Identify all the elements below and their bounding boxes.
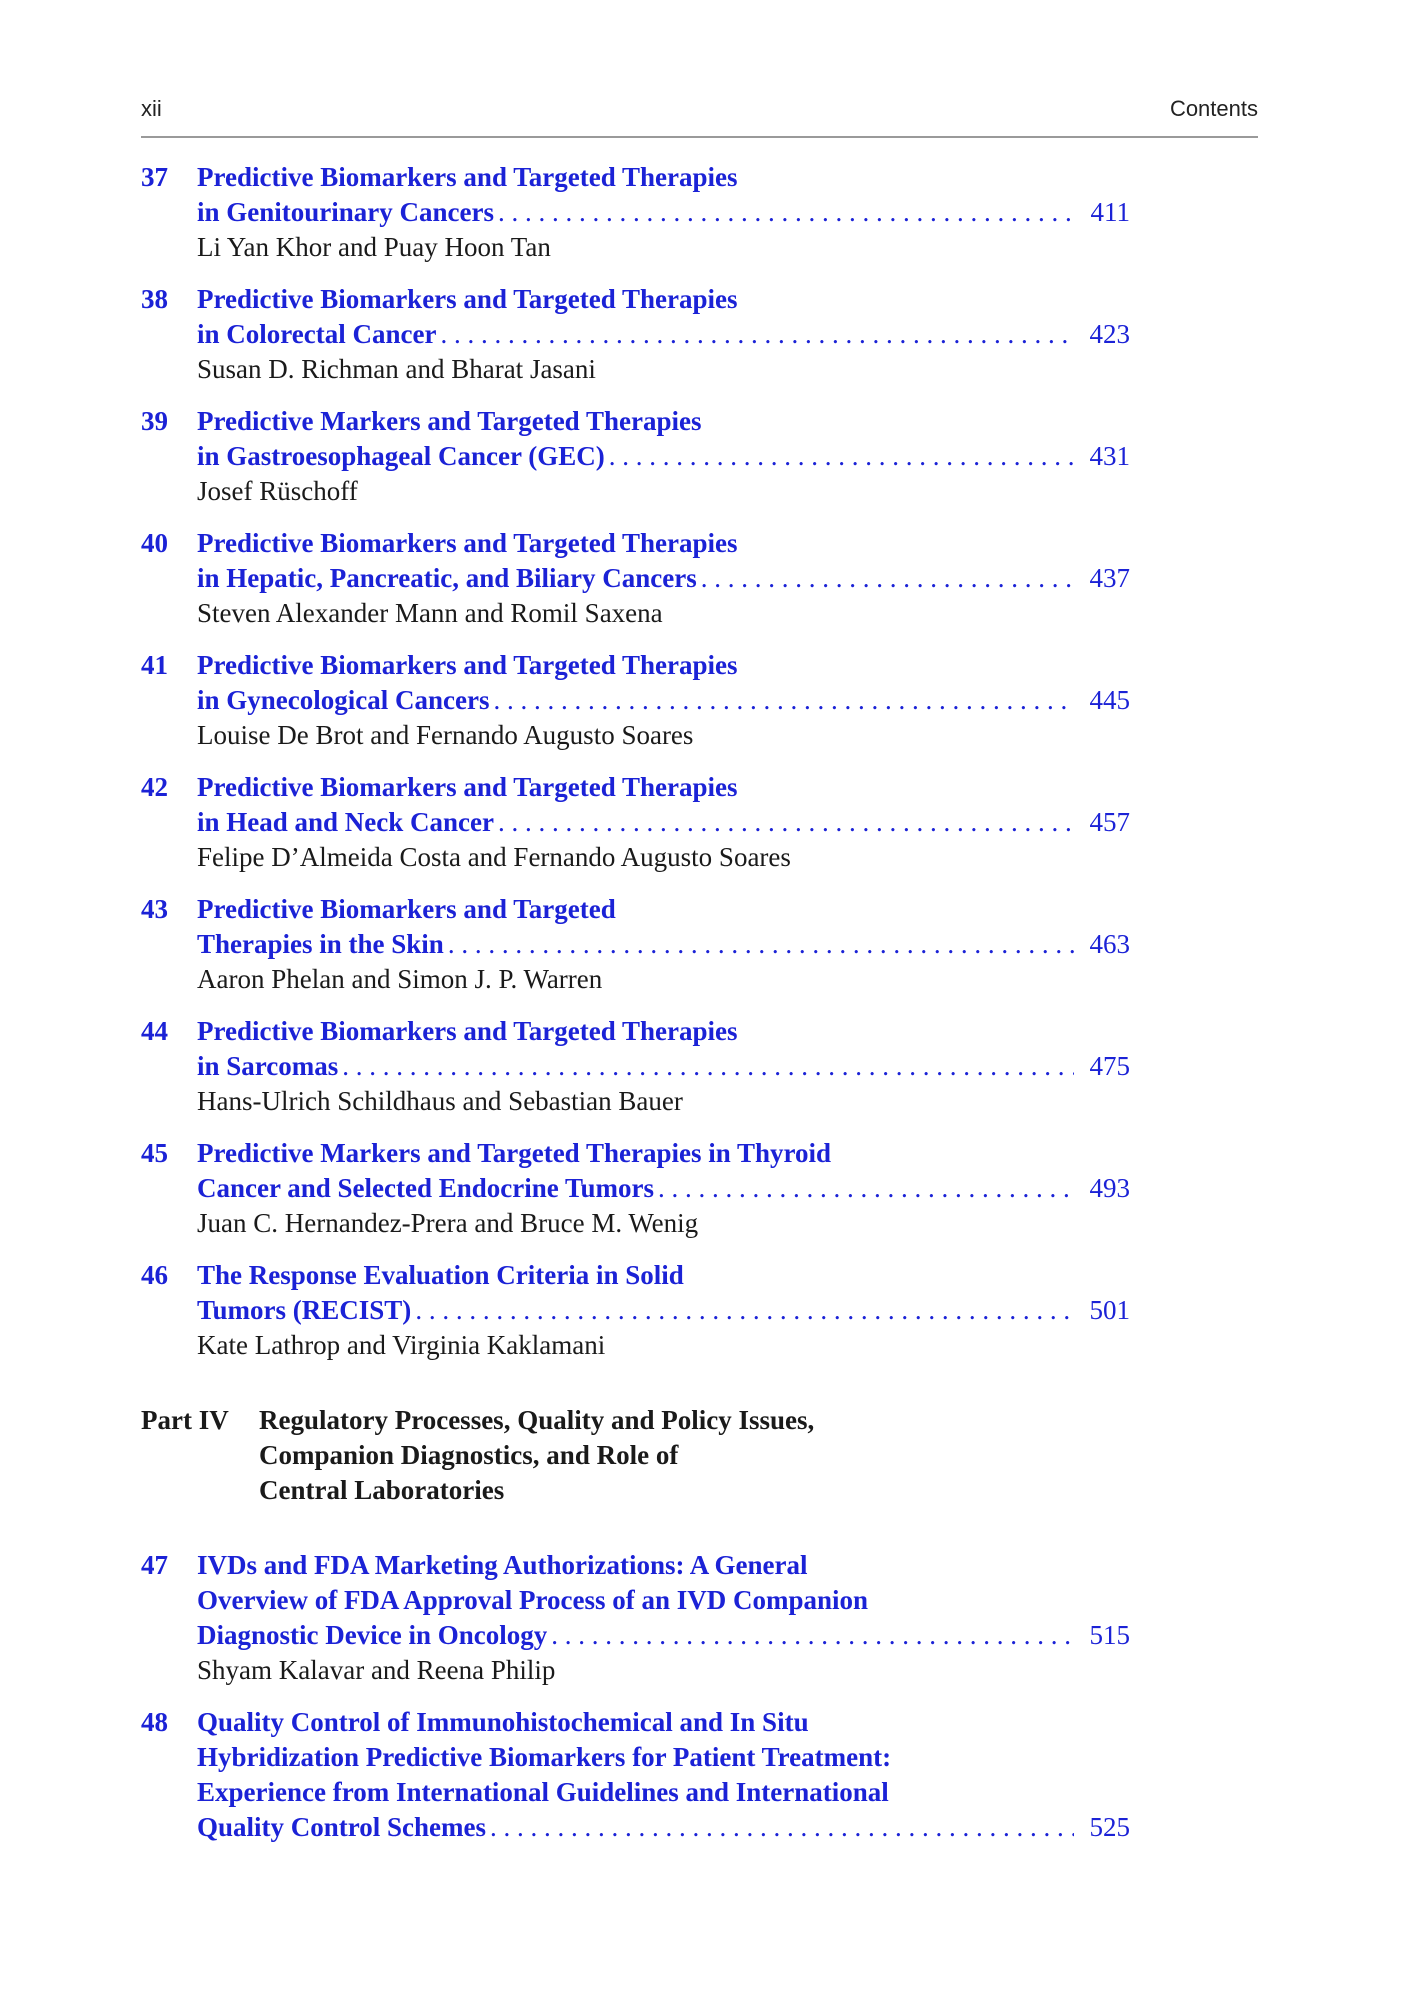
chapter-title-last-line bbox=[197, 683, 1130, 718]
chapter-title[interactable] bbox=[197, 160, 1130, 230]
dot-leader bbox=[493, 683, 1074, 718]
chapter-title-line: in Hepatic, Pancreatic, and Biliary Cancers bbox=[197, 563, 697, 593]
dot-leader bbox=[490, 1810, 1074, 1845]
chapter-number: 40 bbox=[141, 528, 168, 558]
dot-leader bbox=[498, 805, 1074, 840]
chapter-number: 46 bbox=[141, 1260, 168, 1290]
page-number[interactable]: 423 bbox=[1089, 319, 1130, 349]
chapter-title-line: Predictive Biomarkers and Targeted Therapies bbox=[197, 284, 738, 314]
chapter-authors: Hans-Ulrich Schildhaus and Sebastian Bauer bbox=[197, 1086, 683, 1116]
chapter-title-line: in Colorectal Cancer bbox=[197, 319, 437, 349]
page-number[interactable]: 457 bbox=[1089, 807, 1130, 837]
chapter-title-last-line bbox=[197, 195, 1130, 230]
chapter-title[interactable] bbox=[197, 892, 1130, 962]
toc-entry[interactable] bbox=[141, 1705, 1130, 1845]
chapter-title-last-line bbox=[197, 439, 1130, 474]
chapter-title-line: Therapies in the Skin bbox=[197, 929, 444, 959]
chapter-authors: Felipe D’Almeida Costa and Fernando Augusto Soares bbox=[197, 842, 791, 872]
chapter-title[interactable] bbox=[197, 1014, 1130, 1084]
page-number[interactable]: 525 bbox=[1089, 1812, 1130, 1842]
page-number[interactable]: 463 bbox=[1089, 929, 1130, 959]
chapter-title[interactable] bbox=[197, 648, 1130, 718]
chapter-title[interactable] bbox=[197, 1705, 1130, 1845]
chapter-authors: Susan D. Richman and Bharat Jasani bbox=[197, 354, 596, 384]
chapter-title[interactable] bbox=[197, 770, 1130, 840]
dot-leader bbox=[701, 561, 1074, 596]
chapter-title-line: in Sarcomas bbox=[197, 1051, 339, 1081]
dot-leader bbox=[440, 317, 1074, 352]
page-number[interactable]: 493 bbox=[1089, 1173, 1130, 1203]
toc-entry[interactable] bbox=[141, 1548, 1130, 1688]
part-title-line: Companion Diagnostics, and Role of bbox=[259, 1440, 679, 1470]
chapter-title-line: Hybridization Predictive Biomarkers for Patient Treatment: bbox=[197, 1742, 892, 1772]
chapter-number: 37 bbox=[141, 162, 168, 192]
chapter-number: 43 bbox=[141, 894, 168, 924]
part-title-line: Central Laboratories bbox=[259, 1475, 505, 1505]
part-title-line: Regulatory Processes, Quality and Policy Issues, bbox=[259, 1405, 815, 1435]
chapter-number: 38 bbox=[141, 284, 168, 314]
chapter-title-last-line bbox=[197, 1293, 1130, 1328]
dot-leader bbox=[448, 927, 1074, 962]
chapter-title[interactable] bbox=[197, 1548, 1130, 1653]
toc-entry[interactable] bbox=[141, 526, 1130, 631]
toc-entry[interactable] bbox=[141, 160, 1130, 265]
chapter-title-line: Predictive Biomarkers and Targeted Therapies bbox=[197, 162, 738, 192]
chapter-title-line: Predictive Biomarkers and Targeted Therapies bbox=[197, 650, 738, 680]
chapter-authors: Shyam Kalavar and Reena Philip bbox=[197, 1655, 556, 1685]
chapter-title-last-line bbox=[197, 1049, 1130, 1084]
chapter-title-line: IVDs and FDA Marketing Authorizations: A General bbox=[197, 1550, 808, 1580]
dot-leader bbox=[609, 439, 1074, 474]
page-number[interactable]: 445 bbox=[1089, 685, 1130, 715]
chapter-title-line: Cancer and Selected Endocrine Tumors bbox=[197, 1173, 655, 1203]
table-of-contents bbox=[141, 160, 1130, 1862]
chapter-number: 45 bbox=[141, 1138, 168, 1168]
toc-entry[interactable] bbox=[141, 1258, 1130, 1363]
toc-entries-part-iv bbox=[141, 1548, 1130, 1845]
part-label: Part IV bbox=[141, 1405, 229, 1435]
chapter-number: 48 bbox=[141, 1707, 168, 1737]
chapter-title[interactable] bbox=[197, 1258, 1130, 1328]
chapter-title-last-line bbox=[197, 927, 1130, 962]
chapter-title[interactable] bbox=[197, 1136, 1130, 1206]
chapter-title-line: in Head and Neck Cancer bbox=[197, 807, 494, 837]
chapter-title-line: Predictive Biomarkers and Targeted Therapies bbox=[197, 1016, 738, 1046]
chapter-authors: Aaron Phelan and Simon J. P. Warren bbox=[197, 964, 603, 994]
chapter-authors: Steven Alexander Mann and Romil Saxena bbox=[197, 598, 663, 628]
chapter-title-last-line bbox=[197, 805, 1130, 840]
chapter-authors: Juan C. Hernandez-Prera and Bruce M. Wenig bbox=[197, 1208, 699, 1238]
chapter-title-line: Overview of FDA Approval Process of an IVD Companion bbox=[197, 1585, 869, 1615]
chapter-title-line: Predictive Biomarkers and Targeted Therapies bbox=[197, 528, 738, 558]
chapter-title-line: in Gynecological Cancers bbox=[197, 685, 490, 715]
page-number[interactable]: 411 bbox=[1090, 197, 1130, 227]
chapter-authors: Josef Rüschoff bbox=[197, 476, 358, 506]
toc-entry[interactable] bbox=[141, 1014, 1130, 1119]
chapter-title-line: Quality Control Schemes bbox=[197, 1812, 486, 1842]
chapter-title-last-line bbox=[197, 1618, 1130, 1653]
toc-entries-part-iii bbox=[141, 160, 1130, 1363]
chapter-number: 42 bbox=[141, 772, 168, 802]
page-number[interactable]: 431 bbox=[1089, 441, 1130, 471]
running-head: Contents bbox=[1169, 96, 1258, 121]
toc-entry[interactable] bbox=[141, 404, 1130, 509]
dot-leader bbox=[342, 1049, 1074, 1084]
dot-leader bbox=[658, 1171, 1074, 1206]
chapter-title-last-line bbox=[197, 561, 1130, 596]
toc-entry[interactable] bbox=[141, 1136, 1130, 1241]
toc-entry[interactable] bbox=[141, 892, 1130, 997]
chapter-title[interactable] bbox=[197, 526, 1130, 596]
page-number[interactable]: 475 bbox=[1089, 1051, 1130, 1081]
chapter-title-last-line bbox=[197, 317, 1130, 352]
chapter-title-last-line bbox=[197, 1810, 1130, 1845]
chapter-title-line: Tumors (RECIST) bbox=[197, 1295, 412, 1325]
chapter-number: 39 bbox=[141, 406, 168, 436]
chapter-title-line: The Response Evaluation Criteria in Solid bbox=[197, 1260, 684, 1290]
toc-entry[interactable] bbox=[141, 648, 1130, 753]
chapter-title-last-line bbox=[197, 1171, 1130, 1206]
part-heading bbox=[141, 1403, 1001, 1508]
page-number[interactable]: 437 bbox=[1089, 563, 1130, 593]
dot-leader bbox=[551, 1618, 1074, 1653]
chapter-authors: Louise De Brot and Fernando Augusto Soares bbox=[197, 720, 694, 750]
chapter-authors: Kate Lathrop and Virginia Kaklamani bbox=[197, 1330, 606, 1360]
chapter-number: 47 bbox=[141, 1550, 168, 1580]
page-number[interactable]: 515 bbox=[1089, 1620, 1130, 1650]
chapter-title-line: Predictive Markers and Targeted Therapies in Thyroid bbox=[197, 1138, 832, 1168]
chapter-title-line: in Gastroesophageal Cancer (GEC) bbox=[197, 441, 605, 471]
chapter-title-line: Predictive Markers and Targeted Therapies bbox=[197, 406, 702, 436]
page-header bbox=[141, 96, 1258, 138]
chapter-title-line: Experience from International Guidelines and International bbox=[197, 1777, 889, 1807]
page-number-label: xii bbox=[141, 96, 162, 121]
chapter-number: 44 bbox=[141, 1016, 168, 1046]
chapter-title[interactable] bbox=[197, 404, 1130, 474]
chapter-title-line: Quality Control of Immunohistochemical and In Situ bbox=[197, 1707, 809, 1737]
chapter-title[interactable] bbox=[197, 282, 1130, 352]
chapter-title-line: in Genitourinary Cancers bbox=[197, 197, 494, 227]
chapter-title-line: Predictive Biomarkers and Targeted bbox=[197, 894, 616, 924]
toc-entry[interactable] bbox=[141, 282, 1130, 387]
chapter-authors: Li Yan Khor and Puay Hoon Tan bbox=[197, 232, 551, 262]
dot-leader bbox=[498, 195, 1074, 230]
chapter-title-line: Predictive Biomarkers and Targeted Therapies bbox=[197, 772, 738, 802]
chapter-number: 41 bbox=[141, 650, 168, 680]
dot-leader bbox=[415, 1293, 1074, 1328]
toc-entry[interactable] bbox=[141, 770, 1130, 875]
chapter-title-line: Diagnostic Device in Oncology bbox=[197, 1620, 548, 1650]
page-number[interactable]: 501 bbox=[1089, 1295, 1130, 1325]
